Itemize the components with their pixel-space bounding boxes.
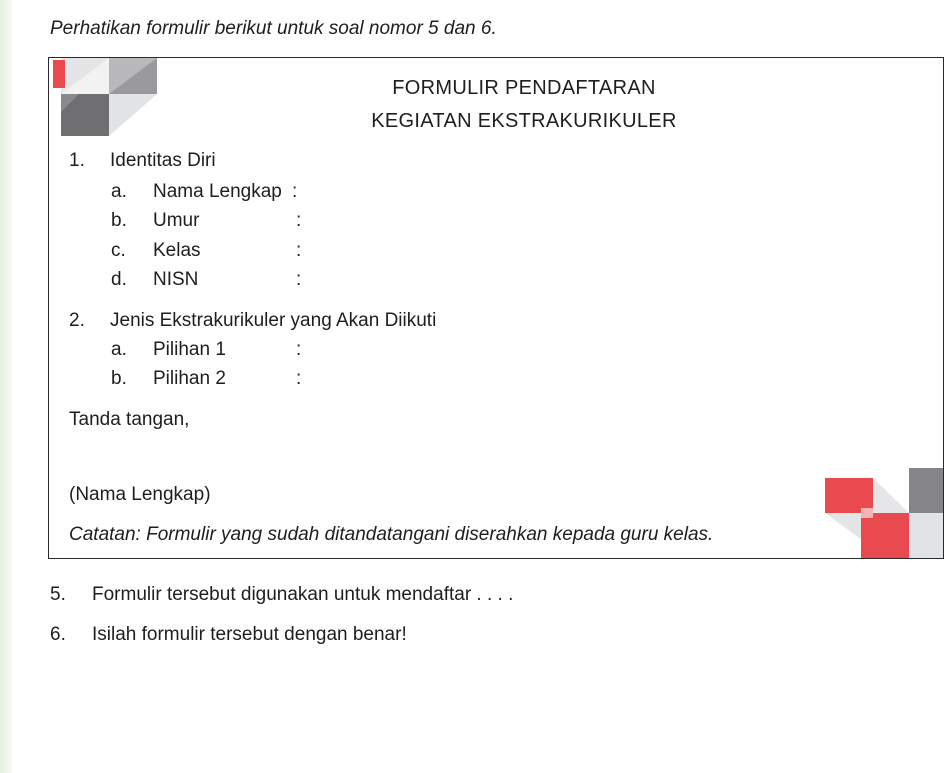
field-pilihan-1 (111, 339, 302, 361)
field-letter: b. (111, 368, 127, 389)
section-title: Jenis Ekstrakurikuler yang Akan Diikuti (110, 310, 437, 331)
section-jenis-ekstrakurikuler (69, 310, 437, 332)
intro-text: Perhatikan formulir berikut untuk soal nomor 5 dan 6. (50, 18, 497, 39)
field-label: NISN (153, 269, 199, 290)
section-number: 1. (69, 150, 85, 171)
question-number: 5. (50, 584, 66, 605)
signature-label: Tanda tangan, (69, 409, 190, 430)
decorative-pattern-bottom-right (825, 468, 943, 558)
field-nisn (111, 269, 302, 291)
form-title-line1: FORMULIR PENDAFTARAN (392, 77, 656, 99)
section-identitas-diri (69, 150, 216, 172)
question-text: Formulir tersebut digunakan untuk mendaftar . . . . (92, 584, 514, 605)
field-letter: d. (111, 269, 127, 290)
field-colon: : (296, 210, 302, 231)
field-letter: b. (111, 210, 127, 231)
field-label: Umur (153, 210, 200, 231)
question-number: 6. (50, 624, 66, 645)
field-label: Kelas (153, 240, 201, 261)
field-label: Pilihan 2 (153, 368, 226, 389)
field-colon: : (296, 240, 302, 261)
field-colon: : (296, 339, 302, 360)
form-title (309, 72, 739, 138)
field-umur (111, 210, 302, 232)
section-number: 2. (69, 310, 85, 331)
section-title: Identitas Diri (110, 150, 216, 171)
field-colon: : (292, 181, 298, 202)
field-pilihan-2 (111, 368, 302, 390)
form-note: Catatan: Formulir yang sudah ditandatangani diserahkan kepada guru kelas. (69, 524, 714, 545)
question-text: Isilah formulir tersebut dengan benar! (92, 624, 407, 645)
name-placeholder: (Nama Lengkap) (69, 484, 211, 505)
field-nama-lengkap (111, 181, 298, 203)
field-colon: : (296, 269, 302, 290)
page-left-strip (0, 0, 12, 773)
field-colon: : (296, 368, 302, 389)
form-title-line2: KEGIATAN EKSTRAKURIKULER (371, 110, 677, 132)
field-letter: a. (111, 339, 127, 360)
field-letter: a. (111, 181, 127, 202)
registration-form (48, 57, 944, 559)
field-kelas (111, 240, 302, 262)
field-letter: c. (111, 240, 126, 261)
field-label: Nama Lengkap (153, 181, 282, 202)
field-label: Pilihan 1 (153, 339, 226, 360)
decorative-pattern-top-left (49, 58, 164, 143)
